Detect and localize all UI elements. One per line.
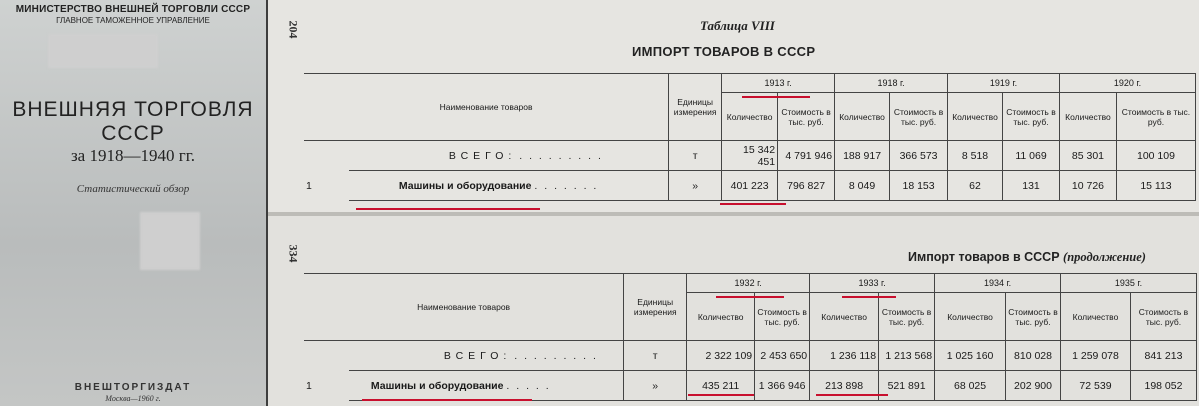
page-top: [268, 0, 1199, 212]
cell-value: 435 211: [687, 371, 755, 401]
row-unit: т: [669, 141, 722, 171]
cell-value: 10 726: [1059, 171, 1116, 201]
cell-value: 188 917: [835, 141, 890, 171]
highlight-underline: [356, 208, 540, 210]
year-header: 1919 г.: [948, 74, 1060, 93]
leader-dots: . . . . . . . . .: [514, 349, 598, 362]
table-row: [304, 171, 1196, 201]
cell-value: 198 052: [1130, 371, 1196, 401]
year-header: 1935 г.: [1061, 274, 1197, 293]
cell-value: 68 025: [935, 371, 1006, 401]
cell-value: 1 025 160: [935, 341, 1006, 371]
cell-value: 1 366 946: [755, 371, 810, 401]
year-header: 1933 г.: [810, 274, 935, 293]
year-header: 1932 г.: [687, 274, 810, 293]
qty-header: Количество: [835, 93, 890, 141]
qty-header: Количество: [810, 293, 879, 341]
value-header: Стоимость в тыс. руб.: [1006, 293, 1061, 341]
value-header: Стоимость в тыс. руб.: [879, 293, 935, 341]
highlight-underline: [742, 96, 810, 98]
row-unit: »: [669, 171, 722, 201]
year-header: 1913 г.: [722, 74, 835, 93]
cell-value: 841 213: [1130, 341, 1196, 371]
cell-value: 2 453 650: [755, 341, 810, 371]
leader-dots: . . . . .: [506, 379, 551, 392]
cell-value: 202 900: [1006, 371, 1061, 401]
table-title: Импорт товаров в СССР (продолжение): [908, 250, 1146, 264]
table-row: [304, 341, 1197, 371]
cover-subtitle: Статистический обзор: [76, 183, 190, 195]
row-number: 1: [306, 179, 312, 192]
highlight-underline: [720, 203, 786, 205]
import-table-top: [304, 73, 1196, 201]
table-title: ИМПОРТ ТОВАРОВ В СССР: [632, 44, 816, 59]
value-header: Стоимость в тыс. руб.: [1116, 93, 1195, 141]
cell-value: 62: [948, 171, 1003, 201]
page-number: 204: [286, 20, 301, 39]
leader-dots: . . . . . . .: [534, 179, 599, 192]
cell-value: 366 573: [890, 141, 948, 171]
cell-value: 18 153: [890, 171, 948, 201]
page-number: 334: [286, 244, 301, 263]
cell-value: 131: [1003, 171, 1060, 201]
cell-value: 521 891: [879, 371, 935, 401]
cell-value: 2 322 109: [687, 341, 755, 371]
highlight-underline: [716, 296, 784, 298]
qty-header: Количество: [722, 93, 778, 141]
qty-header: Количество: [1059, 93, 1116, 141]
highlight-underline: [842, 296, 896, 298]
col-header-name: Наименование товаров: [304, 74, 669, 141]
blurred-patch: [48, 34, 158, 68]
row-number: [304, 141, 349, 171]
cover-publisher: ВНЕШТОРГИЗДАТ: [74, 382, 192, 393]
row-name: Машины и оборудование . . . . .: [349, 371, 624, 401]
import-table-bottom: [304, 273, 1197, 401]
table-row: [304, 371, 1197, 401]
col-header-unit: Единицы измерения: [669, 74, 722, 141]
cell-value: 1 236 118: [810, 341, 879, 371]
col-header-unit: Единицы измерения: [624, 274, 687, 341]
cell-value: 8 518: [948, 141, 1003, 171]
year-header: 1920 г.: [1059, 74, 1195, 93]
book-cover: [0, 0, 268, 406]
cell-value: 11 069: [1003, 141, 1060, 171]
highlight-underline: [816, 394, 888, 396]
qty-header: Количество: [935, 293, 1006, 341]
cell-value: 1 259 078: [1061, 341, 1131, 371]
cell-value: 1 213 568: [879, 341, 935, 371]
cell-value: 100 109: [1116, 141, 1195, 171]
leader-dots: . . . . . . . . .: [519, 149, 603, 162]
cell-value: 15 342 451: [722, 141, 778, 171]
cell-value: 401 223: [722, 171, 778, 201]
cell-value: 15 113: [1116, 171, 1195, 201]
continuation-label: (продолжение): [1063, 250, 1146, 264]
row-number: 1: [306, 379, 312, 392]
cell-value: 85 301: [1059, 141, 1116, 171]
blurred-patch: [140, 212, 200, 270]
year-header: 1918 г.: [835, 74, 948, 93]
cover-place-year: Москва—1960 г.: [105, 394, 161, 403]
page-bottom: [268, 216, 1199, 406]
qty-header: Количество: [1061, 293, 1131, 341]
row-unit: т: [624, 341, 687, 371]
value-header: Стоимость в тыс. руб.: [778, 93, 835, 141]
row-name: Машины и оборудование . . . . . . .: [349, 171, 669, 201]
value-header: Стоимость в тыс. руб.: [890, 93, 948, 141]
row-name: ВСЕГО: . . . . . . . . .: [349, 341, 624, 371]
highlight-underline: [688, 394, 754, 396]
value-header: Стоимость в тыс. руб.: [1130, 293, 1196, 341]
cell-value: 810 028: [1006, 341, 1061, 371]
cover-years: за 1918—1940 гг.: [70, 146, 196, 165]
year-header: 1934 г.: [935, 274, 1061, 293]
cover-title-line1: ВНЕШНЯЯ ТОРГОВЛЯ: [12, 98, 254, 121]
row-number: [304, 341, 349, 371]
cell-value: 213 898: [810, 371, 879, 401]
cell-value: 72 539: [1061, 371, 1131, 401]
cover-ministry: МИНИСТЕРСТВО ВНЕШНЕЙ ТОРГОВЛИ СССР: [15, 4, 251, 15]
highlight-underline: [362, 399, 532, 401]
qty-header: Количество: [948, 93, 1003, 141]
col-header-name: Наименование товаров: [304, 274, 624, 341]
row-unit: »: [624, 371, 687, 401]
qty-header: Количество: [687, 293, 755, 341]
value-header: Стоимость в тыс. руб.: [1003, 93, 1060, 141]
cell-value: 4 791 946: [778, 141, 835, 171]
cover-department: ГЛАВНОЕ ТАМОЖЕННОЕ УПРАВЛЕНИЕ: [56, 16, 210, 25]
cover-title-line2: СССР: [101, 122, 165, 145]
row-name: ВСЕГО: . . . . . . . . .: [349, 141, 669, 171]
table-label: Таблица VIII: [700, 18, 775, 33]
cell-value: 796 827: [778, 171, 835, 201]
table-row: [304, 141, 1196, 171]
value-header: Стоимость в тыс. руб.: [755, 293, 810, 341]
cell-value: 8 049: [835, 171, 890, 201]
